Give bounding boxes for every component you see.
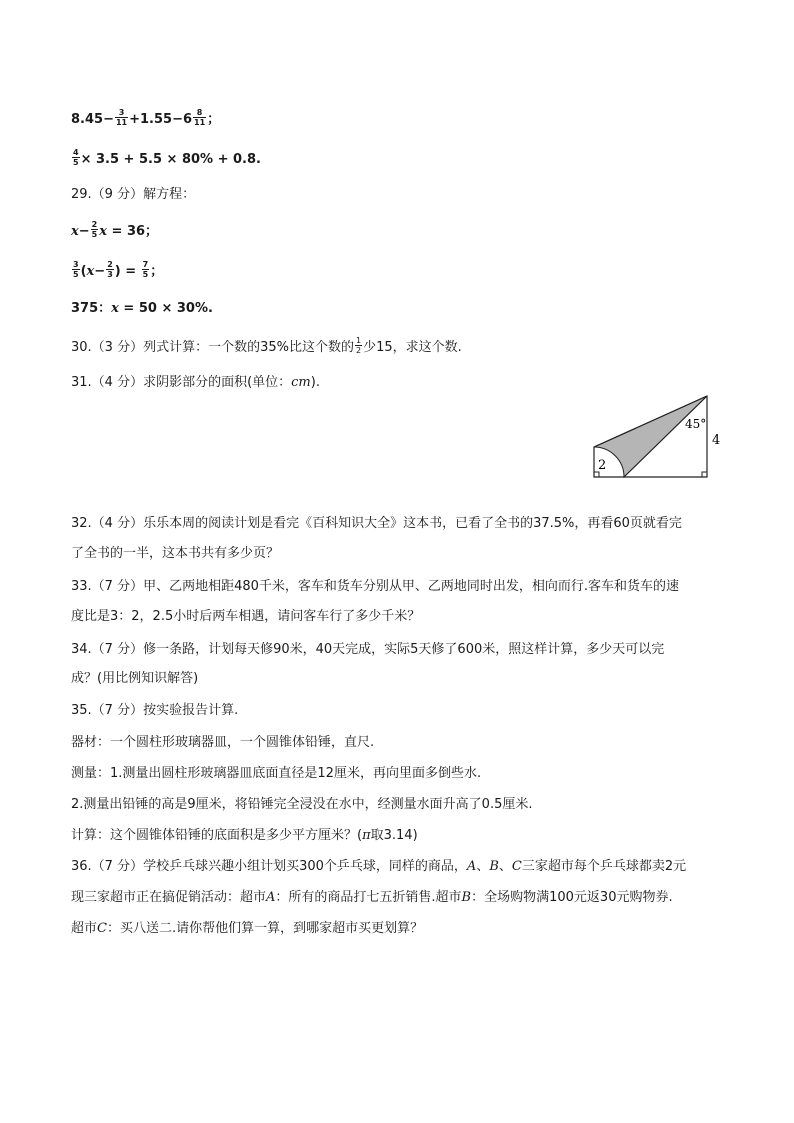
question-32-line-1: 32.（4 分）乐乐本周的阅读计划是看完《百科知识大全》这本书，已看了全书的37.5%，再看60页就看完 (71, 516, 682, 531)
equation-3: 375：x = 50 × 30%. (71, 301, 213, 316)
question-31: 31.（4 分）求阴影部分的面积(单位：cm). (71, 375, 320, 390)
angle-label: 45° (685, 417, 707, 431)
question-34-line-2: 成？(用比例知识解答) (71, 671, 199, 686)
expr1-part-a: 8.45− (71, 112, 114, 127)
question-33-line-1: 33.（7 分）甲、乙两地相距480千米，客车和货车分别从甲、乙两地同时出发，相向而行.客车和货车的速 (71, 579, 680, 594)
question-34-line-1: 34.（7 分）修一条路，计划每天修90米，40天完成，实际5天修了600米，照这样计算，多少天可以完 (71, 642, 665, 657)
question-36-line-2: 现三家超市正在搞促销活动：超市A：所有的商品打七五折销售.超市B：全场购物满100元返30元购物券. (71, 890, 673, 905)
expression-2 (71, 150, 261, 169)
question-35-calc: 计算：这个圆锥体铅锤的底面积是多少平方厘米？(π取3.14) (71, 828, 418, 843)
question-35-line-1: 35.（7 分）按实验报告计算. (71, 703, 239, 718)
fraction-8-11: $\frac{8}{11}$ (194, 108, 206, 127)
expr2-rest: × 3.5 + 5.5 × 80% + 0.8. (80, 152, 261, 167)
expr1-part-b: +1.55−6 (129, 112, 193, 127)
question-36-line-1: 36.（7 分）学校乒乓球兴趣小组计划买300个乒乓球，同样的商品，A、B、C三家超市每个乒乓球都卖2元 (71, 859, 687, 874)
question-35-measure-2: 2.测量出铅锤的高是9厘米，将铅锤完全浸没在水中，经测量水面升高了0.5厘米. (71, 797, 533, 812)
shaded-area-figure (590, 393, 730, 485)
expression-1: 8.45− $\frac{3}{11}$ +1.55−6 $\frac{8}{11}$ ； (71, 108, 221, 127)
right-angle-mark-right (702, 472, 707, 477)
radius-label: 2 (598, 458, 607, 473)
fraction-4-5: $\frac{4}{5}$ (73, 148, 79, 167)
question-33-line-2: 度比是3：2，2.5小时后两车相遇，请问客车行了多少千米？ (71, 609, 421, 624)
equation-2: $\frac{3}{5}$ (x− $\frac{2}{3}$ ) = $\frac{7}{5}$ ； (73, 260, 164, 279)
question-35-measure-1: 测量：1.测量出圆柱形玻璃器皿底面直径是12厘米，再向里面多倒些水. (71, 766, 482, 781)
fraction-2-5: $\frac{2}{5}$ (91, 220, 98, 239)
question-29-label: 29.（9 分）解方程： (71, 187, 196, 202)
side-label: 4 (712, 433, 721, 448)
question-36-line-3: 超市C：买八送二.请你帮他们算一算，到哪家超市买更划算？ (71, 921, 424, 936)
question-30: 30.（3 分）列式计算：一个数的35%比这个数的 $\frac{1}{2}$ 少15，求这个数. (71, 336, 462, 355)
question-32-line-2: 了全书的一半，这本书共有多少页？ (71, 546, 280, 561)
equation-1: x− $\frac{2}{5}$ x = 36； (71, 220, 159, 239)
shaded-region (594, 396, 707, 477)
fraction-3-11: $\frac{3}{11}$ (115, 108, 128, 127)
question-35-equipment: 器材：一个圆柱形玻璃器皿，一个圆锥体铅锤，直尺. (71, 735, 375, 750)
